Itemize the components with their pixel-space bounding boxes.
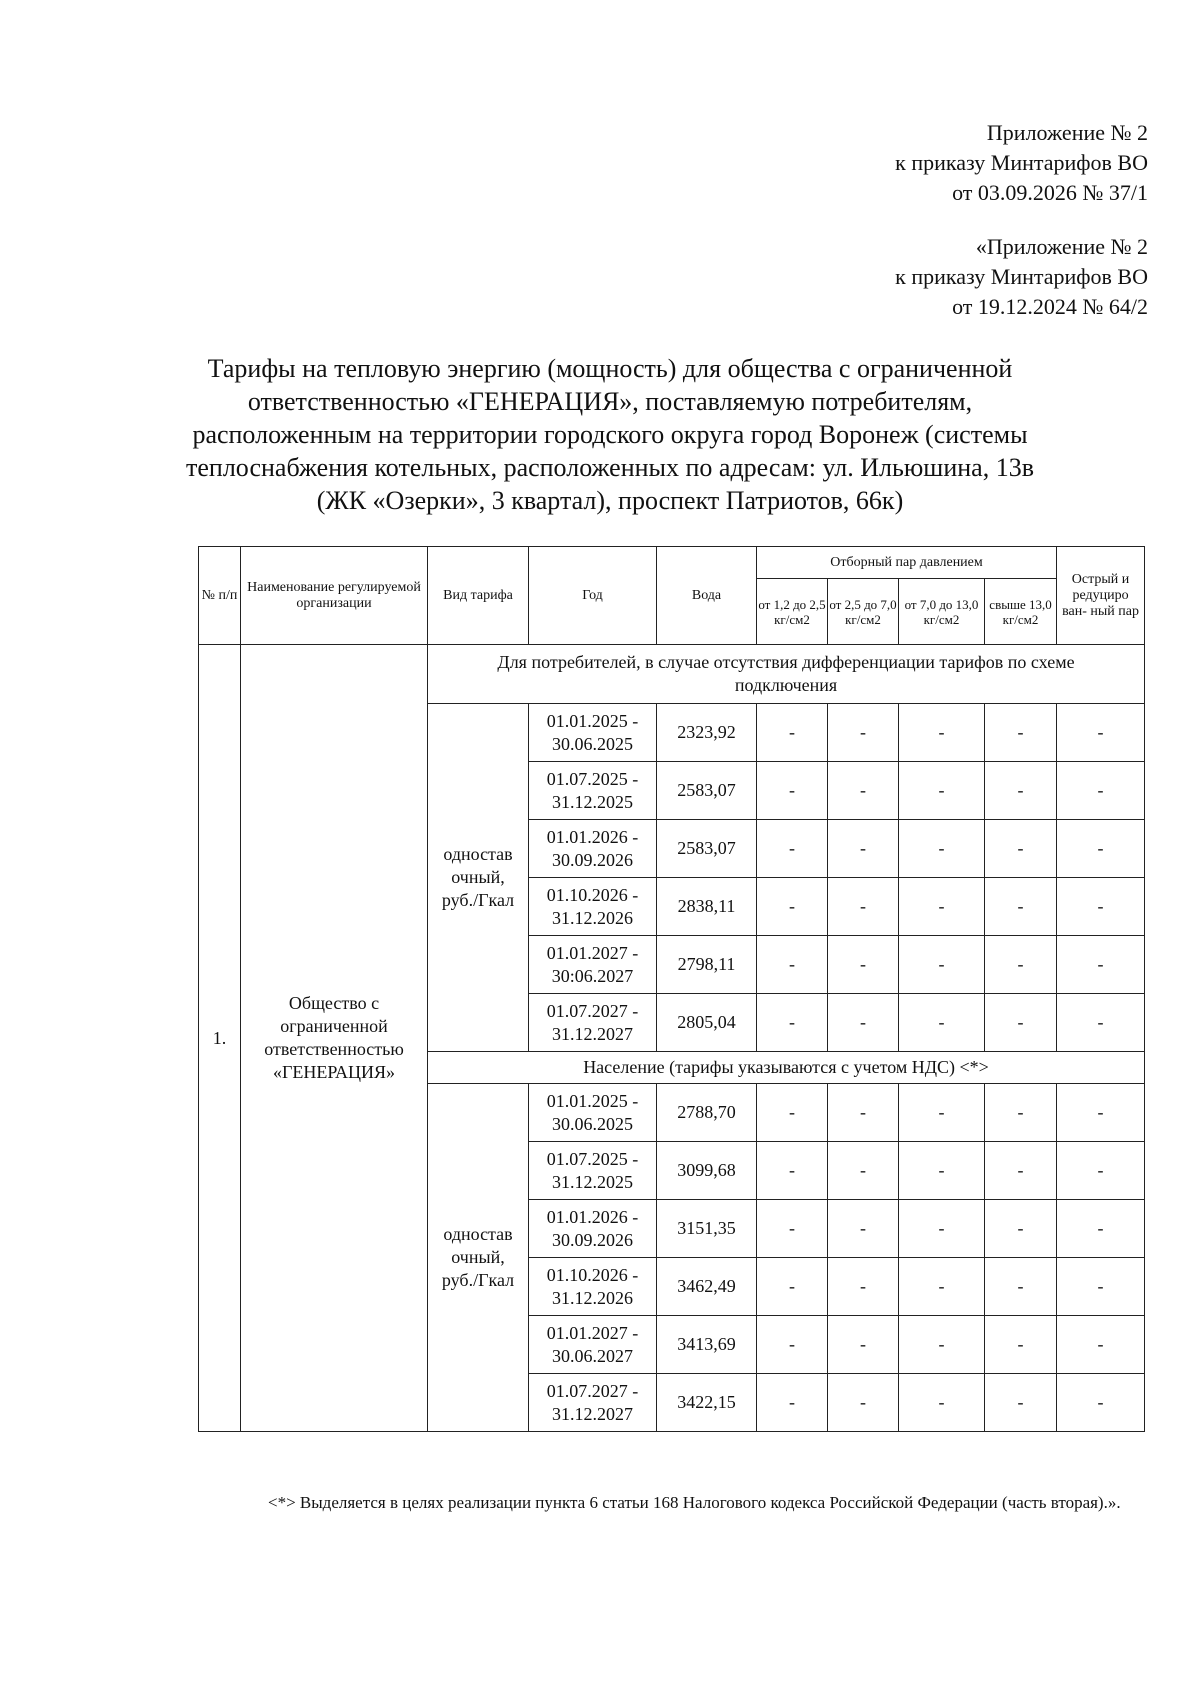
empty-value-dash: - <box>828 762 899 820</box>
period-end: 30.06.2027 <box>552 1345 633 1366</box>
title-line: теплоснабжения котельных, расположенных по адресам: ул. Ильюшина, 13в <box>186 453 1034 482</box>
period-end: 30.09.2026 <box>552 1229 633 1250</box>
empty-value-dash: - <box>757 878 828 936</box>
empty-value-dash: - <box>985 1374 1057 1432</box>
water-value: 3151,35 <box>657 1200 757 1258</box>
period-cell <box>529 936 657 994</box>
period-end: 31.12.2027 <box>552 1403 633 1424</box>
water-value: 2583,07 <box>657 762 757 820</box>
empty-value-dash: - <box>1057 704 1145 762</box>
header-organization: Наименование регулируемой организации <box>241 547 428 645</box>
water-value: 3462,49 <box>657 1258 757 1316</box>
title-line: ответственностью «ГЕНЕРАЦИЯ», поставляемую потребителям, <box>247 387 973 416</box>
empty-value-dash: - <box>828 936 899 994</box>
period-cell <box>529 1200 657 1258</box>
empty-value-dash: - <box>985 704 1057 762</box>
empty-value-dash: - <box>757 1200 828 1258</box>
water-value: 3422,15 <box>657 1374 757 1432</box>
empty-value-dash: - <box>828 1200 899 1258</box>
empty-value-dash: - <box>828 704 899 762</box>
period-start: 01.01.2026 - <box>546 1206 639 1227</box>
period-end: 30:06.2027 <box>551 965 634 986</box>
empty-value-dash: - <box>899 820 985 878</box>
period-cell <box>529 1374 657 1432</box>
period-start: 01.01.2027 - <box>546 942 639 963</box>
period-cell <box>529 878 657 936</box>
appendix-header-line: от 03.09.2026 № 37/1 <box>952 180 1148 205</box>
period-start: 01.07.2025 - <box>546 768 639 789</box>
period-start: 01.01.2026 - <box>546 826 639 847</box>
period-cell <box>529 1142 657 1200</box>
period-cell <box>529 1084 657 1142</box>
tariff-type: одностав очный, руб./Гкал <box>428 704 529 1052</box>
period-start: 01.07.2027 - <box>546 1380 639 1401</box>
period-end: 31.12.2025 <box>552 1171 633 1192</box>
period-end: 31.12.2027 <box>552 1023 633 1044</box>
empty-value-dash: - <box>757 820 828 878</box>
period-start: 01.10.2026 - <box>546 1264 639 1285</box>
section-title: Население (тарифы указываются с учетом НДС) <*> <box>428 1052 1145 1084</box>
empty-value-dash: - <box>828 1374 899 1432</box>
appendix-header-line: Приложение № 2 <box>986 120 1148 145</box>
empty-value-dash: - <box>985 994 1057 1052</box>
header-year: Год <box>529 547 657 645</box>
header-number: № п/п <box>199 547 241 645</box>
empty-value-dash: - <box>899 762 985 820</box>
period-start: 01.10.2026 - <box>546 884 639 905</box>
empty-value-dash: - <box>899 878 985 936</box>
empty-value-dash: - <box>985 1316 1057 1374</box>
empty-value-dash: - <box>899 1258 985 1316</box>
appendix-header-line: от 19.12.2024 № 64/2 <box>952 294 1148 319</box>
period-start: 01.01.2027 - <box>546 1322 639 1343</box>
row-number: 1. <box>199 645 241 1432</box>
section-title: Для потребителей, в случае отсутствия дифференциации тарифов по схеме подключения <box>428 645 1145 704</box>
empty-value-dash: - <box>757 1258 828 1316</box>
empty-value-dash: - <box>757 704 828 762</box>
empty-value-dash: - <box>828 994 899 1052</box>
empty-value-dash: - <box>757 994 828 1052</box>
tariff-type: одностав очный, руб./Гкал <box>428 1084 529 1432</box>
empty-value-dash: - <box>985 820 1057 878</box>
empty-value-dash: - <box>899 704 985 762</box>
appendix-header-current <box>895 118 1148 208</box>
empty-value-dash: - <box>1057 994 1145 1052</box>
period-cell <box>529 1316 657 1374</box>
empty-value-dash: - <box>1057 1142 1145 1200</box>
empty-value-dash: - <box>828 878 899 936</box>
empty-value-dash: - <box>899 1142 985 1200</box>
empty-value-dash: - <box>899 1200 985 1258</box>
water-value: 3413,69 <box>657 1316 757 1374</box>
empty-value-dash: - <box>899 994 985 1052</box>
empty-value-dash: - <box>899 1084 985 1142</box>
empty-value-dash: - <box>757 1316 828 1374</box>
empty-value-dash: - <box>985 878 1057 936</box>
header-sharp-steam: Острый и редуциро ван- ный пар <box>1057 547 1145 645</box>
water-value: 2838,11 <box>657 878 757 936</box>
header-steam-3: от 7,0 до 13,0 кг/см2 <box>899 579 985 645</box>
empty-value-dash: - <box>985 1084 1057 1142</box>
period-start: 01.07.2027 - <box>546 1000 639 1021</box>
empty-value-dash: - <box>1057 1200 1145 1258</box>
period-cell <box>529 820 657 878</box>
period-cell <box>529 1258 657 1316</box>
period-start: 01.01.2025 - <box>546 710 639 731</box>
empty-value-dash: - <box>757 762 828 820</box>
empty-value-dash: - <box>1057 1374 1145 1432</box>
period-end: 30.06.2025 <box>552 1113 633 1134</box>
appendix-header-line: «Приложение № 2 <box>975 234 1148 259</box>
appendix-header-line: к приказу Минтарифов ВО <box>895 150 1148 175</box>
empty-value-dash: - <box>828 1142 899 1200</box>
empty-value-dash: - <box>1057 1316 1145 1374</box>
water-value: 3099,68 <box>657 1142 757 1200</box>
empty-value-dash: - <box>1057 762 1145 820</box>
period-end: 30.06.2025 <box>552 733 633 754</box>
empty-value-dash: - <box>1057 1084 1145 1142</box>
period-start: 01.01.2025 - <box>546 1090 639 1111</box>
empty-value-dash: - <box>828 1084 899 1142</box>
empty-value-dash: - <box>985 1200 1057 1258</box>
header-tariff-type: Вид тарифа <box>428 547 529 645</box>
section-row <box>199 645 1145 704</box>
empty-value-dash: - <box>1057 936 1145 994</box>
organization-name: Общество с ограниченной ответственностью «ГЕНЕРАЦИЯ» <box>241 645 428 1432</box>
water-value: 2805,04 <box>657 994 757 1052</box>
header-steam-1: от 1,2 до 2,5 кг/см2 <box>757 579 828 645</box>
period-end: 31.12.2025 <box>552 791 633 812</box>
empty-value-dash: - <box>1057 1258 1145 1316</box>
water-value: 2323,92 <box>657 704 757 762</box>
period-end: 30.09.2026 <box>552 849 633 870</box>
empty-value-dash: - <box>828 820 899 878</box>
empty-value-dash: - <box>828 1258 899 1316</box>
empty-value-dash: - <box>985 936 1057 994</box>
header-water: Вода <box>657 547 757 645</box>
empty-value-dash: - <box>985 762 1057 820</box>
period-end: 31.12.2026 <box>552 907 633 928</box>
empty-value-dash: - <box>757 936 828 994</box>
empty-value-dash: - <box>828 1316 899 1374</box>
empty-value-dash: - <box>899 1374 985 1432</box>
title-line: расположенным на территории городского округа город Воронеж (системы <box>192 420 1028 449</box>
title-line: (ЖК «Озерки», 3 квартал), проспект Патриотов, 66к) <box>316 486 904 515</box>
period-start: 01.07.2025 - <box>546 1148 639 1169</box>
period-cell <box>529 762 657 820</box>
water-value: 2798,11 <box>657 936 757 994</box>
water-value: 2788,70 <box>657 1084 757 1142</box>
empty-value-dash: - <box>1057 820 1145 878</box>
empty-value-dash: - <box>985 1258 1057 1316</box>
header-steam-group: Отборный пар давлением <box>757 547 1057 579</box>
empty-value-dash: - <box>757 1142 828 1200</box>
header-steam-2: от 2,5 до 7,0 кг/см2 <box>828 579 899 645</box>
empty-value-dash: - <box>985 1142 1057 1200</box>
empty-value-dash: - <box>757 1374 828 1432</box>
title-line: Тарифы на тепловую энергию (мощность) для общества с ограниченной <box>207 354 1013 383</box>
period-cell <box>529 994 657 1052</box>
period-cell <box>529 704 657 762</box>
document-title <box>150 352 1070 517</box>
empty-value-dash: - <box>899 936 985 994</box>
empty-value-dash: - <box>899 1316 985 1374</box>
empty-value-dash: - <box>757 1084 828 1142</box>
appendix-header-line: к приказу Минтарифов ВО <box>895 264 1148 289</box>
water-value: 2583,07 <box>657 820 757 878</box>
header-steam-4: свыше 13,0 кг/см2 <box>985 579 1057 645</box>
footnote: <*> Выделяется в целях реализации пункта 6 статьи 168 Налогового кодекса Российской Федерации (часть вторая).». <box>268 1493 1121 1512</box>
tariff-table <box>198 546 1145 1432</box>
empty-value-dash: - <box>1057 878 1145 936</box>
period-end: 31.12.2026 <box>552 1287 633 1308</box>
appendix-header-previous <box>895 232 1148 322</box>
